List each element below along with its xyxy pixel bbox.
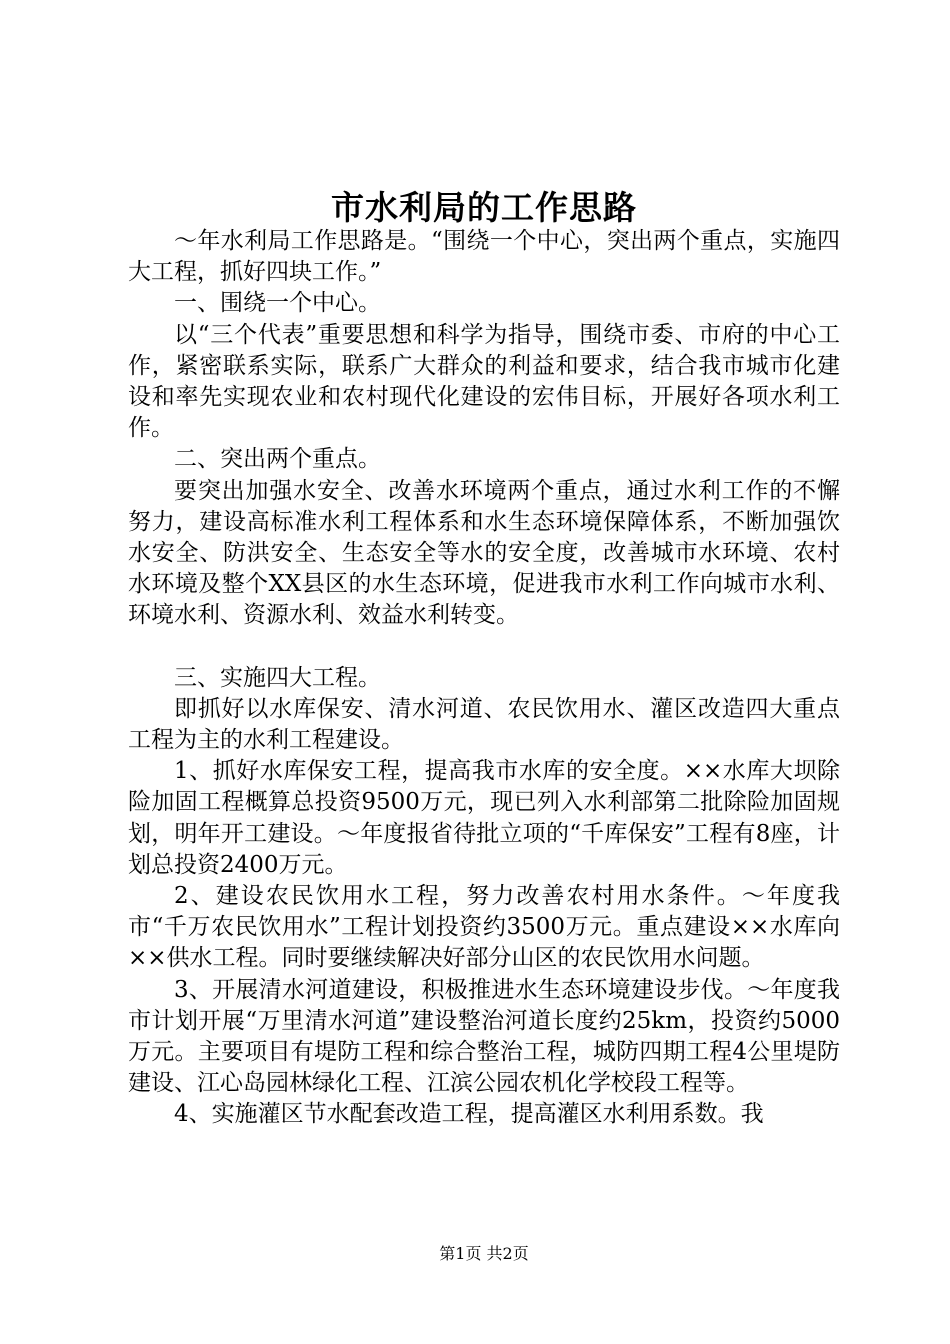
paragraph-item-3: 3、开展清水河道建设，积极推进水生态环境建设步伐。～年度我市计划开展“万里清水河道”建设整治河道长度约25km，投资约5000万元。主要项目有堤防工程和综合整治工程，城防四期工程4公里堤防建设、江心岛园林绿化工程、江滨公园农机化学校段工程等。 [128,976,840,1097]
section-heading-1: 一、围绕一个中心。 [174,290,381,317]
page-footer: 第1页 共2页 [439,1244,529,1263]
document-body [128,226,840,1131]
paragraph-intro: ～年水利局工作思路是。“围绕一个中心，突出两个重点，实施四大工程，抓好四块工作。” [128,228,840,286]
paragraph-item-2: 2、建设农民饮用水工程，努力改善农村用水条件。～年度我市“千万农民饮用水”工程计划投资约3500万元。重点建设××水库向××供水工程。同时要继续解决好部分山区的农民饮用水问题。 [128,883,840,972]
paragraph-item-1: 1、抓好水库保安工程，提高我市水库的安全度。××水库大坝除险加固工程概算总投资9500万元，现已列入水利部第二批除险加固规划，明年开工建设。～年度报省待批立项的“千库保安”工程有8座，计划总投资2400万元。 [128,758,840,878]
paragraph-section-2: 要突出加强水安全、改善水环境两个重点，通过水利工作的不懈努力，建设高标准水利工程体系和水生态环境保障体系，不断加强饮水安全、防洪安全、生态安全等水的安全度，改善城市水环境、农村水环境及整个XX县区的水生态环境，促进我市水利工作向城市水利、环境水利、资源水利、效益水利转变。 [128,477,840,629]
document-page [128,0,840,1344]
section-heading-3: 三、实施四大工程。 [174,664,381,691]
paragraph-item-4: 4、实施灌区节水配套改造工程，提高灌区水利用系数。我 [174,1101,764,1128]
paragraph-section-3: 即抓好以水库保安、清水河道、农民饮用水、灌区改造四大重点工程为主的水利工程建设。 [128,695,840,754]
document-title: 市水利局的工作思路 [331,188,637,227]
section-heading-2: 二、突出两个重点。 [174,446,381,473]
paragraph-section-1: 以“三个代表”重要思想和科学为指导，围绕市委、市府的中心工作，紧密联系实际，联系广大群众的利益和要求，结合我市城市化建设和率先实现农业和农村现代化建设的宏伟目标，开展好各项水利工作。 [128,321,840,442]
